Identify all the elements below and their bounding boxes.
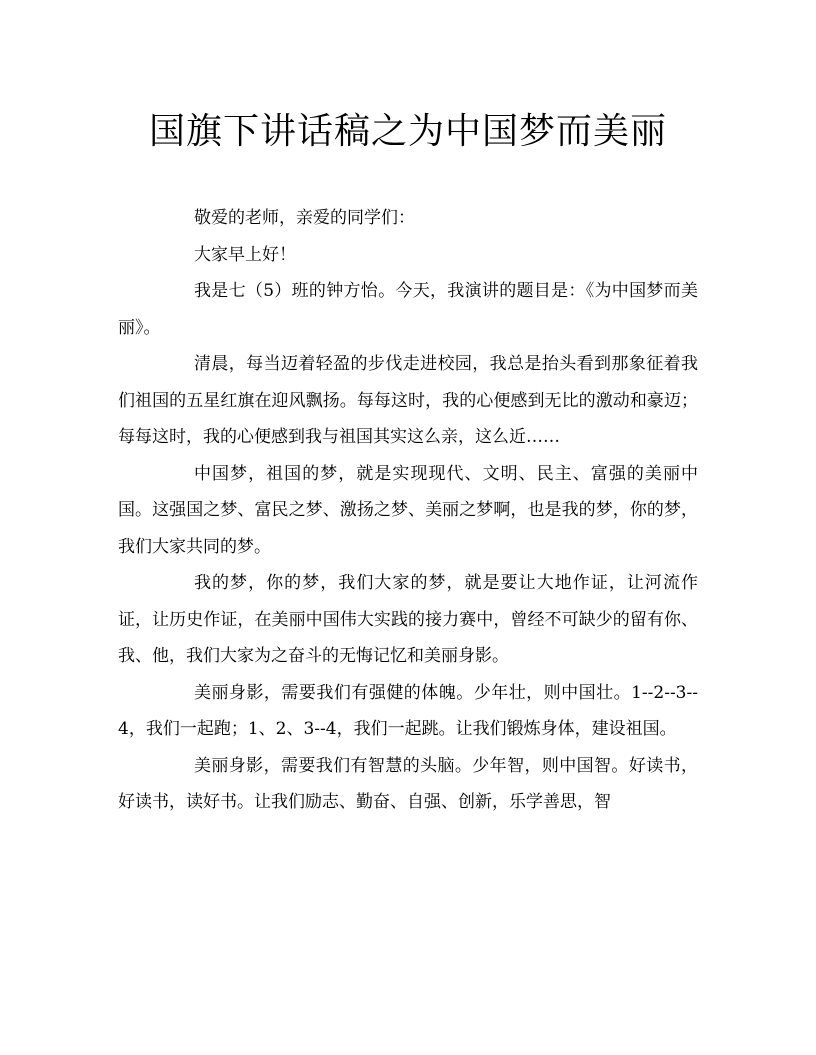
paragraph: 我是七（5）班的钟方怡。今天，我演讲的题目是：《为中国梦而美丽》。 [118, 281, 698, 338]
paragraph: 大家早上好！ [194, 244, 296, 265]
paragraph: 我的梦，你的梦，我们大家的梦，就是要让大地作证，让河流作证，让历史作证，在美丽中国伟大实践的接力赛中，曾经不可缺少的留有你、我、他，我们大家为之奋斗的无悔记忆和美丽身影。 [118, 573, 698, 666]
paragraph: 清晨，每当迈着轻盈的步伐走进校园，我总是抬头看到那象征着我们祖国的五星红旗在迎风飘扬。每每这时，我的心便感到无比的激动和豪迈；每每这时，我的心便感到我与祖国其实这么亲，这么近…… [118, 354, 698, 447]
paragraph: 美丽身影，需要我们有强健的体魄。少年壮，则中国壮。1--2--3--4，我们一起跑；1、2、3--4，我们一起跳。让我们锻炼身体，建设祖国。 [118, 682, 698, 739]
paragraph: 美丽身影，需要我们有智慧的头脑。少年智，则中国智。好读书，好读书，读好书。让我们励志、勤奋、自强、创新，乐学善思，智 [118, 755, 698, 812]
paragraph: 中国梦，祖国的梦，就是实现现代、文明、民主、富强的美丽中国。这强国之梦、富民之梦、激扬之梦、美丽之梦啊，也是我的梦，你的梦，我们大家共同的梦。 [118, 463, 698, 557]
document-body [118, 200, 698, 821]
paragraph: 敬爱的老师，亲爱的同学们： [194, 208, 415, 228]
document-title: 国旗下讲话稿之为中国梦而美丽 [148, 111, 667, 152]
